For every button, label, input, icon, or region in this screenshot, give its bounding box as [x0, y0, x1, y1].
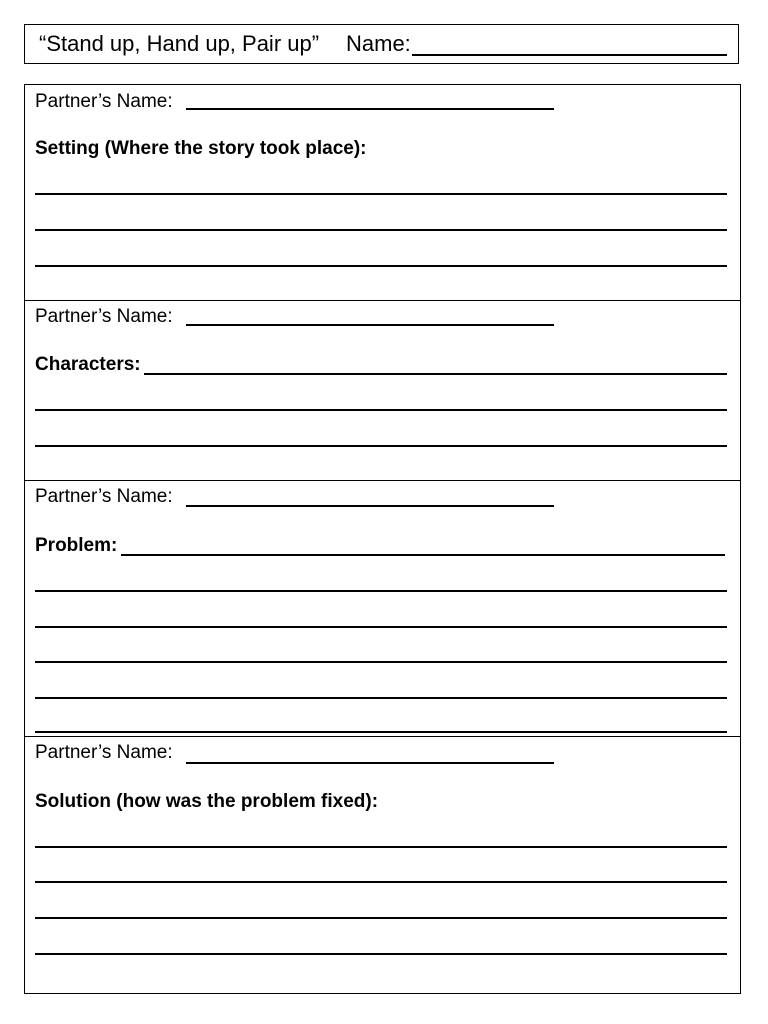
partner-name-label: Partner’s Name: [35, 486, 173, 507]
worksheet-title: “Stand up, Hand up, Pair up” [39, 31, 320, 56]
setting-prompt: Setting (Where the story took place): [35, 138, 367, 159]
solution-prompt: Solution (how was the problem fixed): [35, 791, 379, 812]
characters-prompt: Characters: [35, 354, 141, 375]
answer-line[interactable] [35, 881, 727, 883]
answer-line[interactable] [35, 229, 727, 231]
student-name-label: Name: [346, 31, 411, 56]
solution-section [25, 736, 740, 993]
problem-inline-line[interactable] [121, 554, 725, 556]
partner-name-line[interactable] [186, 108, 554, 110]
answer-line[interactable] [35, 661, 727, 663]
partner-name-label: Partner’s Name: [35, 306, 173, 327]
problem-prompt: Problem: [35, 535, 118, 556]
partner-name-line[interactable] [186, 324, 554, 326]
problem-section [25, 480, 740, 736]
answer-line[interactable] [35, 590, 727, 592]
answer-line[interactable] [35, 917, 727, 919]
answer-line[interactable] [35, 409, 727, 411]
partner-name-line[interactable] [186, 762, 554, 764]
answer-line[interactable] [35, 846, 727, 848]
partner-name-label: Partner’s Name: [35, 91, 173, 112]
answer-line[interactable] [35, 626, 727, 628]
answer-line[interactable] [35, 731, 727, 733]
worksheet-header [24, 24, 739, 64]
characters-section [25, 300, 740, 480]
answer-line[interactable] [35, 953, 727, 955]
answer-line[interactable] [35, 193, 727, 195]
answer-line[interactable] [35, 697, 727, 699]
partner-name-label: Partner’s Name: [35, 742, 173, 763]
answer-line[interactable] [35, 445, 727, 447]
answer-line[interactable] [35, 265, 727, 267]
partner-name-line[interactable] [186, 505, 554, 507]
setting-section [25, 85, 740, 300]
worksheet-body [24, 84, 741, 994]
student-name-line[interactable] [412, 54, 727, 56]
characters-inline-line[interactable] [144, 373, 727, 375]
